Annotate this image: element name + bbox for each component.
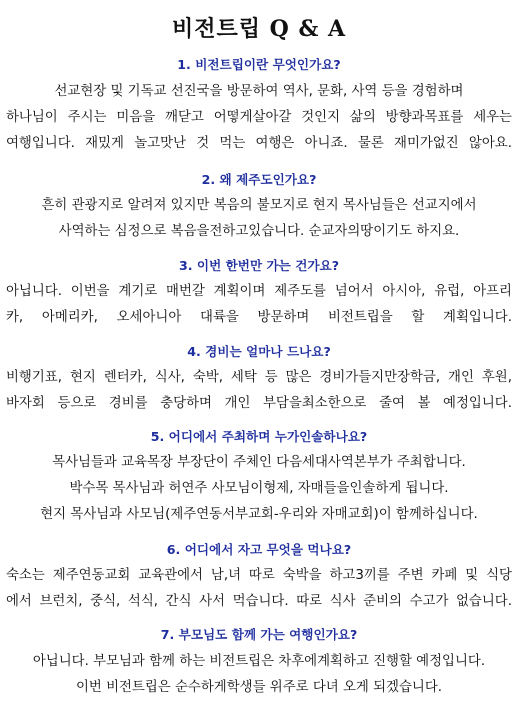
question-5: 5. 어디에서 주최하며 누가인솔하나요?	[150, 429, 368, 444]
answer-2-line-2: 사역하는 심정으로 복음을전하고있습니다. 순교자의땅이기도 하지요.	[58, 224, 460, 239]
question-7: 7. 부모님도 함께 가는 여행인가요?	[160, 627, 358, 642]
question-2: 2. 왜 제주도인가요?	[201, 172, 317, 187]
question-1: 1. 비전트립이란 무엇인가요?	[177, 57, 341, 72]
answer-5-line-1: 목사님들과 교육목장 부장단이 주체인 다음세대사역본부가 주최합니다.	[52, 455, 466, 470]
answer-1-line-1: 선교현장 및 기독교 선진국을 방문하여 역사, 문화, 사역 등을 경험하며	[54, 84, 464, 99]
answer-1-line-3: 여행입니다. 재밌게 놀고맛난 것 먹는 여행은 아니죠. 물론 재미가없진 않아요.	[6, 136, 512, 151]
answer-6-line-1: 숙소는 제주연동교회 교육관에서 남,녀 따로 숙박을 하고3끼를 주변 카페 및 식당	[6, 568, 512, 583]
answer-4-line-1: 비행기표, 현지 렌터카, 식사, 숙박, 세탁 등 많은 경비가들지만장학금, 개인 후원,	[6, 370, 512, 385]
answer-5-line-2: 박수목 목사님과 허연주 사모님이형제, 자매들을인솔하게 됩니다.	[69, 481, 449, 496]
answer-7-line-2: 이번 비전트립은 순수하게학생들 위주로 다녀 오게 되겠습니다.	[75, 680, 443, 695]
answer-3-line-1: 아닙니다. 이번을 계기로 매번갈 계획이며 제주도를 넘어서 아시아, 유럽, 아프리	[6, 284, 512, 299]
page-title: 비전트립 Q & A	[171, 16, 347, 42]
question-3: 3. 이번 한번만 가는 건가요?	[178, 258, 340, 273]
question-6: 6. 어디에서 자고 무엇을 먹나요?	[166, 542, 352, 557]
answer-5-line-3: 현지 목사님과 사모님(제주연동서부교회-우리와 자매교회)이 함께하십니다.	[40, 507, 478, 522]
answer-4-line-2: 바자회 등으로 경비를 충당하며 개인 부담을최소한으로 줄여 볼 예정입니다.	[6, 396, 512, 411]
question-4: 4. 경비는 얼마나 드나요?	[187, 344, 331, 359]
answer-1-line-2: 하나님이 주시는 미음을 깨닫고 어떻게살아갈 것인지 삶의 방향과목표를 세우는	[6, 110, 512, 125]
answer-2-line-1: 흔히 관광지로 알려져 있지만 복음의 불모지로 현지 목사님들은 선교지에서	[41, 198, 477, 213]
answer-7-line-1: 아닙니다. 부모님과 함께 하는 비전트립은 차후에계획하고 진행할 예정입니다.	[32, 654, 486, 669]
answer-6-line-2: 에서 브런치, 중식, 석식, 간식 사서 먹습니다. 따로 식사 준비의 수고가 없습니다.	[6, 594, 512, 609]
answer-3-line-2: 카, 아메리카, 오세아니아 대륙을 방문하며 비전트립을 할 계획입니다.	[6, 310, 512, 325]
